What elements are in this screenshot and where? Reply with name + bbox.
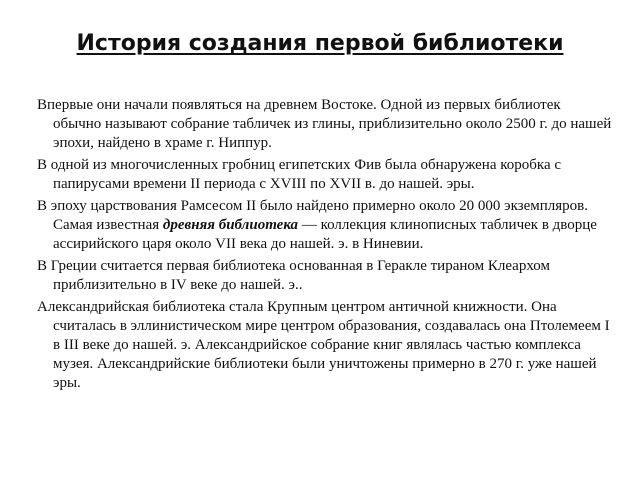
slide-body	[37, 96, 612, 396]
paragraph-assyria	[37, 197, 612, 254]
paragraph-east: Впервые они начали появляться на древнем Востоке. Одной из первых библиотек обычно называют собрание табличек из глины, приблизительно около 2500 г. до нашей эпохи, найдено в храме г. Ниппур.	[37, 97, 612, 151]
paragraph-egypt: В одной из многочисленных гробниц египетских Фив была обнаружена коробка с папирусами времени II периода с XVIII по XVII в. до нашей. эры.	[37, 157, 562, 192]
paragraph-assyria-lead: В эпоху царствования Рамсесом II было найдено примерно около 20 000 экземпляров. Самая известная	[37, 198, 588, 233]
paragraph-alexandria: Александрийская библиотека стала Крупным центром античной книжности. Она считалась в эллинистическом мире центром образования, создавалась она Птолемеем I в III веке до нашей. э. Александрийское собрание книг являлась частью комплекса музея. Александрийские библиотеки были уничтожены примерно в 270 г. уже нашей эры.	[37, 299, 610, 391]
slide-title: История создания первой библиотеки	[76, 31, 564, 56]
emphasis-ancient-library: древняя библиотека	[162, 217, 299, 233]
paragraph-greece: В Греции считается первая библиотека основанная в Геракле тираном Клеархом приблизительно в IV веке до нашей. э..	[37, 258, 550, 293]
paragraph-assyria-tail: — коллекция клинописных табличек в дворце ассирийского царя около VII века до нашей. э. в Ниневии.	[53, 217, 597, 252]
